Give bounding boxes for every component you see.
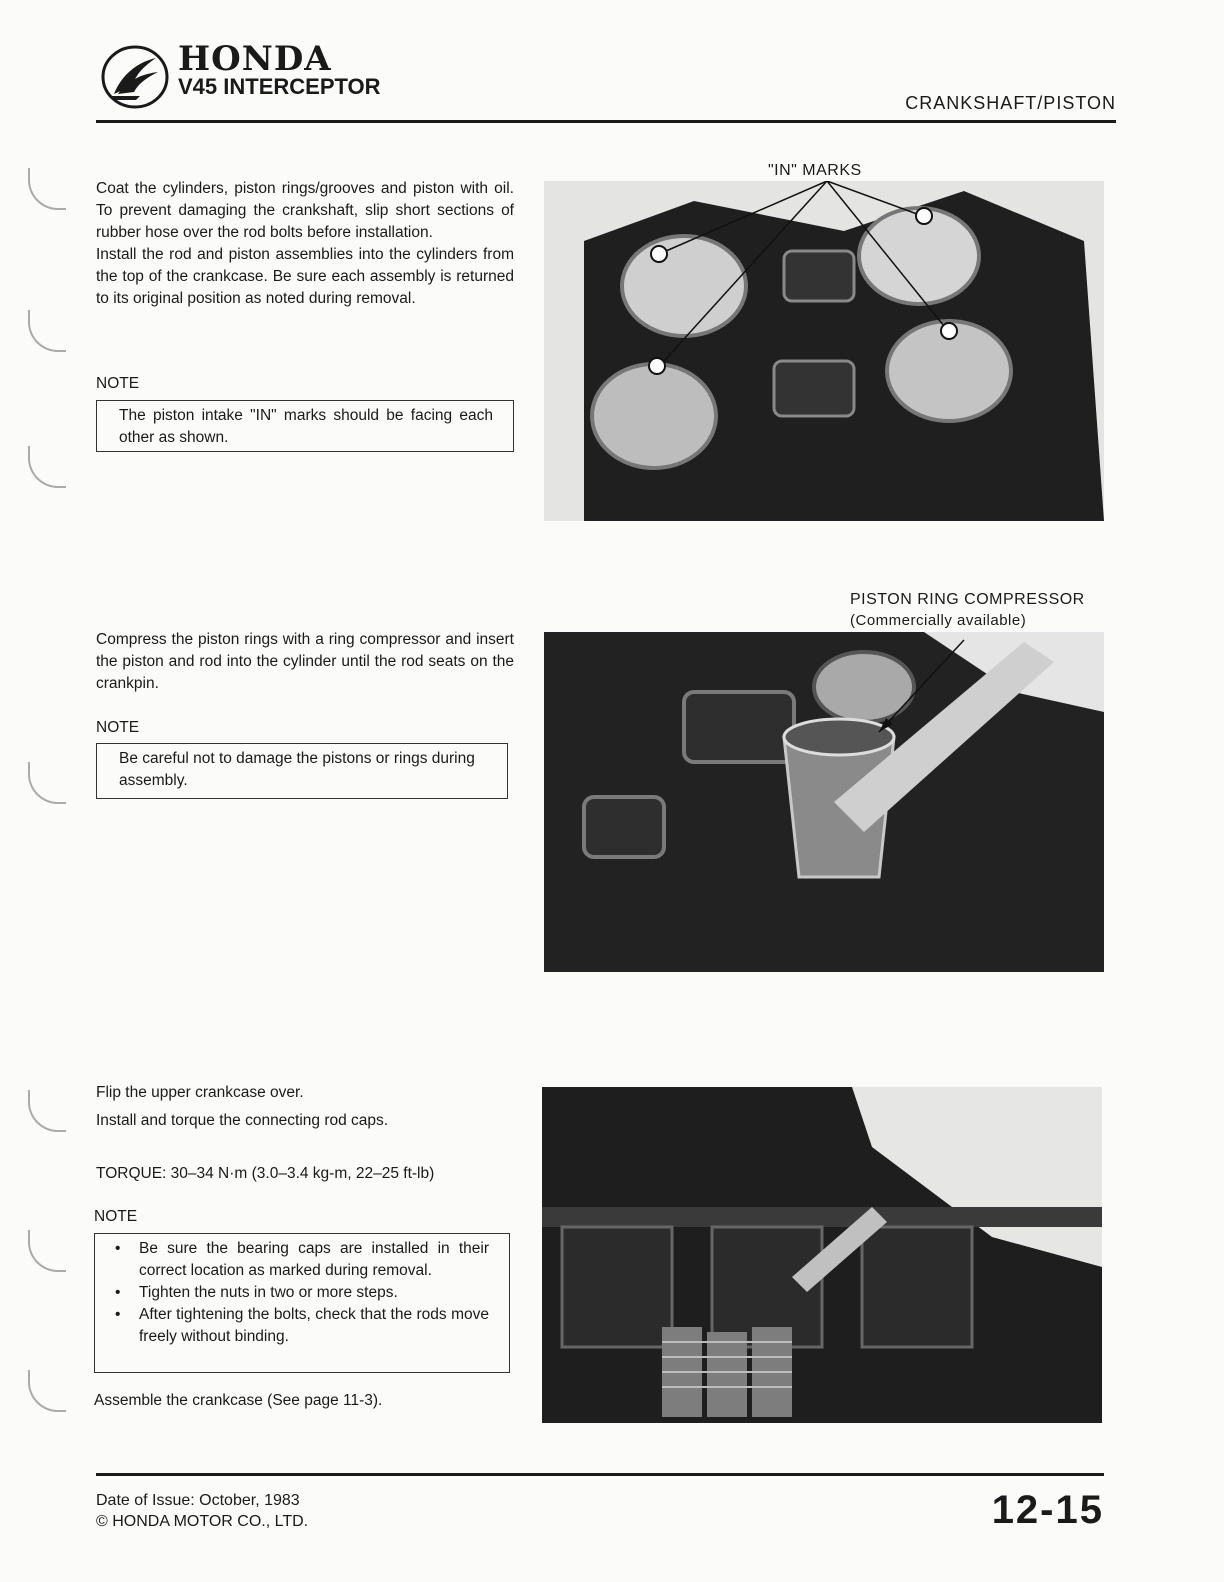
binder-mark bbox=[28, 310, 66, 352]
step3-line-1: Flip the upper crankcase over. bbox=[96, 1084, 304, 1101]
page-number: 12-15 bbox=[991, 1488, 1104, 1532]
step3-line-2: Install and torque the connecting rod caps. bbox=[96, 1112, 389, 1129]
step1-text bbox=[96, 178, 514, 310]
binder-mark bbox=[28, 446, 66, 488]
binder-mark bbox=[28, 1090, 66, 1132]
step2-note-text: Be careful not to damage the pistons or rings during assembly. bbox=[119, 750, 475, 789]
photo-rod-caps bbox=[542, 1087, 1102, 1423]
model-name: V45 INTERCEPTOR bbox=[178, 74, 381, 99]
in-marks-callout: "IN" MARKS bbox=[768, 162, 862, 179]
binder-mark bbox=[28, 762, 66, 804]
note-item: • After tightening the bolts, check that the rods move freely without binding. bbox=[113, 1304, 489, 1348]
copyright: © HONDA MOTOR CO., LTD. bbox=[96, 1513, 309, 1530]
step2-text bbox=[96, 629, 514, 695]
step3-closing: Assemble the crankcase (See page 11-3). bbox=[94, 1392, 383, 1409]
step3-note-list bbox=[113, 1238, 489, 1348]
section-title: CRANKSHAFT/PISTON bbox=[905, 93, 1116, 113]
note-item: • Tighten the nuts in two or more steps. bbox=[113, 1282, 489, 1304]
ring-compressor-callout-1: PISTON RING COMPRESSOR bbox=[850, 591, 1085, 608]
note-item: • Be sure the bearing caps are installed in their correct location as marked during removal. bbox=[113, 1238, 489, 1282]
step2-note-label: NOTE bbox=[96, 719, 140, 736]
step3-note-label: NOTE bbox=[94, 1208, 138, 1225]
binder-mark bbox=[28, 1230, 66, 1272]
honda-wing-logo-icon bbox=[100, 44, 170, 110]
ring-compressor-callout-2: (Commercially available) bbox=[850, 612, 1027, 629]
photo-pistons-in-marks bbox=[544, 181, 1104, 521]
brand-name: HONDA bbox=[178, 39, 332, 79]
step3-note-box bbox=[94, 1233, 510, 1373]
step1-note-text: The piston intake "IN" marks should be facing each other as shown. bbox=[119, 407, 493, 446]
step2-paragraph: Compress the piston rings with a ring compressor and insert the piston and rod into the cylinder until the rod seats on the crankpin. bbox=[96, 631, 514, 692]
binder-mark bbox=[28, 1370, 66, 1412]
footer-rule bbox=[96, 1473, 1104, 1476]
step2-note-box bbox=[96, 743, 508, 799]
step1-note-label: NOTE bbox=[96, 375, 140, 392]
step1-paragraph-2: Install the rod and piston assemblies into the cylinders from the top of the crankcase. Be sure each assembly is returned to its original position as noted during removal. bbox=[96, 246, 514, 307]
issue-date: Date of Issue: October, 1983 bbox=[96, 1492, 300, 1509]
step1-note-box bbox=[96, 400, 514, 452]
torque-spec: TORQUE: 30–34 N·m (3.0–3.4 kg-m, 22–25 ft-lb) bbox=[96, 1165, 435, 1182]
header-rule bbox=[96, 120, 1116, 123]
step1-paragraph-1: Coat the cylinders, piston rings/grooves and piston with oil. To prevent damaging the crankshaft, slip short sections of rubber hose over the rod bolts before installation. bbox=[96, 180, 514, 241]
photo-ring-compressor bbox=[544, 632, 1104, 972]
binder-mark bbox=[28, 168, 66, 210]
